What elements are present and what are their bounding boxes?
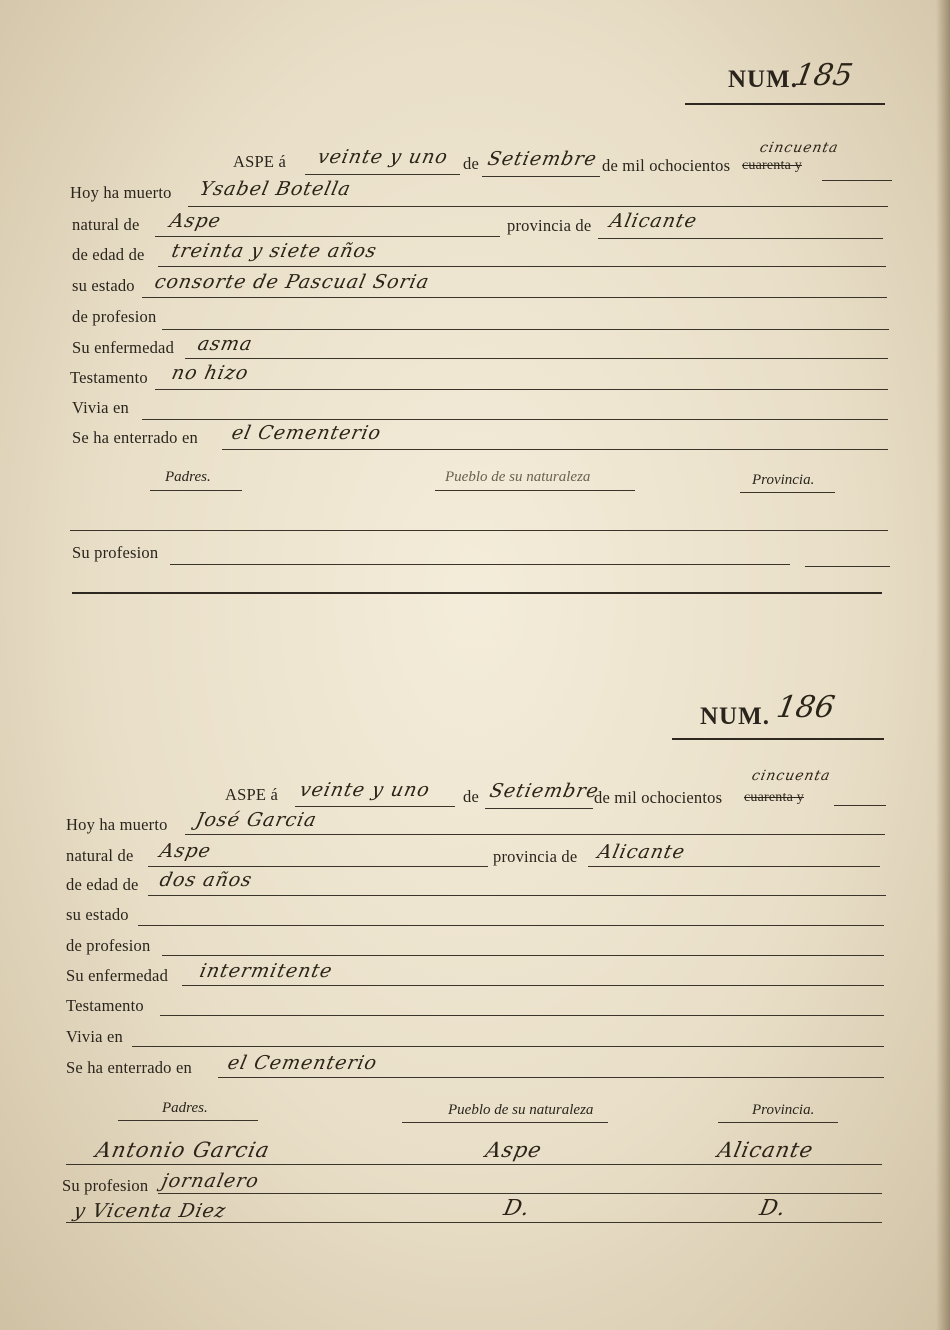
status-label: su estado bbox=[66, 905, 129, 924]
underline bbox=[170, 564, 790, 565]
province-column-header: Provincia. bbox=[752, 1102, 815, 1118]
underline bbox=[162, 329, 889, 330]
underline bbox=[158, 1193, 882, 1194]
header-month: Setiembre bbox=[485, 148, 600, 170]
underline bbox=[485, 808, 593, 809]
parents-profession-label: Su profesion bbox=[72, 543, 159, 562]
column-underline bbox=[402, 1122, 608, 1123]
buried-value: el Cementerio bbox=[229, 422, 384, 444]
underline bbox=[822, 180, 892, 181]
header-town: ASPE á bbox=[233, 152, 286, 171]
record-number-label: NUM. bbox=[700, 703, 770, 730]
header-struck-text: cuarenta y bbox=[742, 158, 802, 173]
underline bbox=[598, 238, 883, 239]
column-underline bbox=[118, 1120, 258, 1121]
underline bbox=[138, 925, 884, 926]
province-label: provincia de bbox=[507, 216, 592, 235]
underline bbox=[588, 866, 880, 867]
number-underline bbox=[672, 738, 884, 740]
province-value: Alicante bbox=[607, 210, 700, 232]
header-month: Setiembre bbox=[487, 780, 602, 802]
column-underline bbox=[740, 492, 835, 493]
lived-label: Vivia en bbox=[66, 1027, 123, 1046]
will-value: no hizo bbox=[169, 362, 251, 384]
town-column-header: Pueblo de su naturaleza bbox=[445, 469, 591, 485]
underline bbox=[142, 419, 888, 420]
underline bbox=[185, 358, 888, 359]
will-label: Testamento bbox=[66, 996, 144, 1015]
underline bbox=[66, 1164, 882, 1165]
natural-value: Aspe bbox=[157, 840, 214, 862]
header-struck-text: cuarenta y bbox=[744, 790, 804, 805]
illness-label: Su enfermedad bbox=[66, 966, 169, 985]
column-underline bbox=[150, 490, 242, 491]
record-number-value: 185 bbox=[791, 58, 856, 93]
record-number-label: NUM. bbox=[728, 66, 798, 93]
died-label: Hoy ha muerto bbox=[70, 183, 172, 202]
age-label: de edad de bbox=[72, 245, 145, 264]
lived-label: Vivia en bbox=[72, 398, 129, 417]
header-de: de bbox=[463, 154, 479, 173]
underline bbox=[132, 1046, 884, 1047]
parents-town-value: Aspe bbox=[483, 1138, 545, 1162]
parents-profession-value: jornalero bbox=[159, 1170, 262, 1192]
number-underline bbox=[685, 103, 885, 105]
underline bbox=[805, 566, 890, 567]
died-label: Hoy ha muerto bbox=[66, 815, 168, 834]
status-label: su estado bbox=[72, 276, 135, 295]
record-number-value: 186 bbox=[773, 690, 838, 725]
illness-label: Su enfermedad bbox=[72, 338, 175, 357]
underline bbox=[70, 530, 888, 531]
illness-value: intermitente bbox=[197, 960, 335, 982]
underline bbox=[155, 389, 888, 390]
underline bbox=[188, 206, 888, 207]
status-value: consorte de Pascual Soria bbox=[152, 271, 432, 293]
province-label: provincia de bbox=[493, 847, 578, 866]
header-year-prefix: de mil ochocientos bbox=[594, 788, 723, 807]
record-end-rule bbox=[72, 592, 882, 594]
died-value: Ysabel Botella bbox=[197, 178, 354, 200]
buried-label: Se ha enterrado en bbox=[72, 428, 198, 447]
parents-extra-value: y Vicenta Diez bbox=[71, 1200, 229, 1222]
parents-column-header: Padres. bbox=[162, 1100, 208, 1116]
natural-label: natural de bbox=[66, 846, 134, 865]
natural-label: natural de bbox=[72, 215, 140, 234]
province-value: Alicante bbox=[595, 841, 688, 863]
underline bbox=[162, 955, 884, 956]
underline bbox=[142, 297, 887, 298]
died-value: José Garcia bbox=[193, 809, 320, 831]
underline bbox=[148, 895, 886, 896]
page-edge-shadow bbox=[936, 0, 950, 1330]
header-year-correction: cincuenta bbox=[750, 768, 833, 784]
profession-label: de profesion bbox=[72, 307, 157, 326]
header-year-correction: cincuenta bbox=[758, 140, 841, 156]
age-label: de edad de bbox=[66, 875, 139, 894]
illness-value: asma bbox=[195, 333, 255, 355]
underline bbox=[834, 805, 886, 806]
parents-profession-label: Su profesion bbox=[62, 1176, 149, 1195]
parents-town-extra: D. bbox=[501, 1196, 533, 1221]
underline bbox=[182, 985, 884, 986]
underline bbox=[185, 834, 885, 835]
underline bbox=[305, 174, 460, 175]
column-underline bbox=[718, 1122, 838, 1123]
parents-province-value: Alicante bbox=[715, 1138, 816, 1162]
age-value: dos años bbox=[157, 869, 255, 891]
underline bbox=[155, 236, 500, 237]
will-label: Testamento bbox=[70, 368, 148, 387]
header-year-prefix: de mil ochocientos bbox=[602, 156, 731, 175]
province-column-header: Provincia. bbox=[752, 472, 815, 488]
profession-label: de profesion bbox=[66, 936, 151, 955]
header-de: de bbox=[463, 787, 479, 806]
parents-column-header: Padres. bbox=[165, 469, 211, 485]
underline bbox=[295, 806, 455, 807]
parents-province-extra: D. bbox=[757, 1196, 789, 1221]
buried-value: el Cementerio bbox=[225, 1052, 380, 1074]
underline bbox=[148, 866, 488, 867]
underline bbox=[158, 266, 886, 267]
buried-label: Se ha enterrado en bbox=[66, 1058, 192, 1077]
parents-value: Antonio Garcia bbox=[93, 1138, 273, 1162]
town-column-header: Pueblo de su naturaleza bbox=[448, 1102, 594, 1118]
natural-value: Aspe bbox=[167, 210, 224, 232]
underline bbox=[160, 1015, 884, 1016]
header-town: ASPE á bbox=[225, 785, 278, 804]
underline bbox=[218, 1077, 884, 1078]
underline bbox=[66, 1222, 882, 1223]
underline bbox=[482, 176, 600, 177]
header-day: veinte y uno bbox=[315, 146, 451, 168]
column-underline bbox=[435, 490, 635, 491]
header-day: veinte y uno bbox=[297, 779, 433, 801]
age-value: treinta y siete años bbox=[169, 240, 380, 262]
underline bbox=[222, 449, 888, 450]
